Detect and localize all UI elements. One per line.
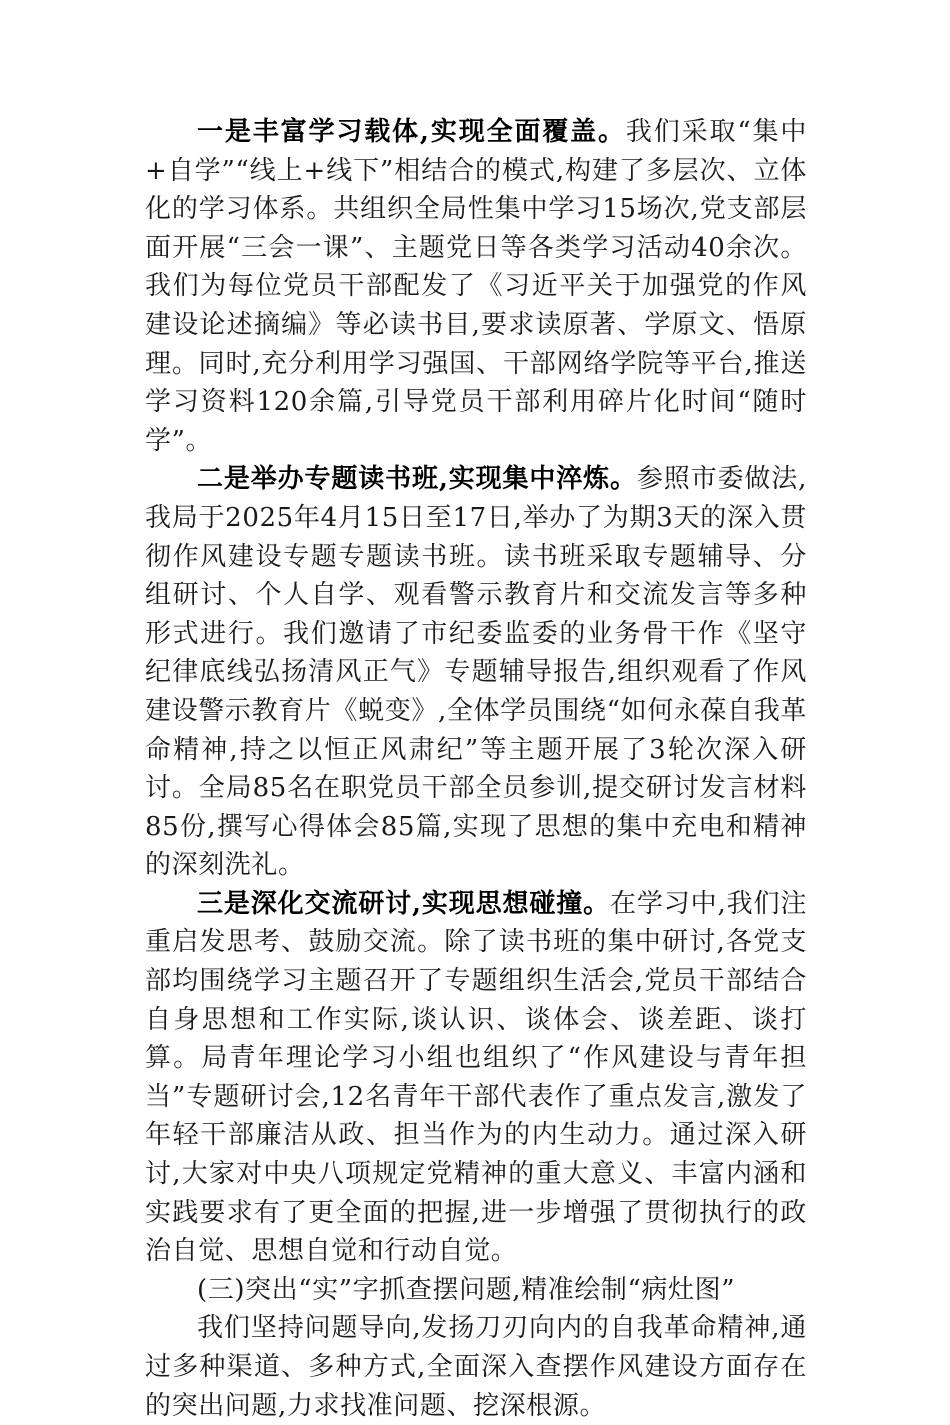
- document-body: [145, 113, 807, 1425]
- paragraph-text: 我们采取“集中+自学”“线上+线下”相结合的模式,构建了多层次、立体化的学习体系。共组织全局性集中学习15场次,党支部层面开展“三会一课”、主题党日等各类学习活动40余次。我们为每位党员干部配发了《习近平关于加强党的作风建设论述摘编》等必读书目,要求读原著、学原文、悟原理。同时,充分利用学习强国、干部网络学院等平台,推送学习资料120余篇,引导党员干部利用碎片化时间“随时学”。: [145, 117, 807, 456]
- paragraph-reading-class: [145, 460, 807, 885]
- paragraph-problem-finding: 我们坚持问题导向,发扬刀刃向内的自我革命精神,通过多种渠道、多种方式,全面深入查摆作风建设方面存在的突出问题,力求找准问题、挖深根源。: [145, 1313, 807, 1421]
- section-heading: (三)突出“实”字抓查摆问题,精准绘制“病灶图”: [197, 1274, 736, 1305]
- paragraph-text: 参照市委做法,我局于2025年4月15日至17日,举办了为期3天的深入贯彻作风建设专题专题读书班。读书班采取专题辅导、分组研讨、个人自学、观看警示教育片和交流发言等多种形式进行。我们邀请了市纪委监委的业务骨干作《坚守纪律底线弘扬清风正气》专题辅导报告,组织观看了作风建设警示教育片《蜕变》,全体学员围绕“如何永葆自我革命精神,持之以恒正风肃纪”等主题开展了3轮次深入研讨。全局85名在职党员干部全员参训,提交研讨发言材料85份,撰写心得体会85篇,实现了思想的集中充电和精神的深刻洗礼。: [145, 464, 807, 881]
- paragraph-study-carriers: [145, 113, 807, 460]
- paragraph-exchange-discussion: [145, 885, 807, 1271]
- paragraph-lead: 一是丰富学习载体,实现全面覆盖。: [197, 117, 626, 147]
- paragraph-lead: 二是举办专题读书班,实现集中淬炼。: [197, 464, 637, 495]
- paragraph-lead: 三是深化交流研讨,实现思想碰撞。: [197, 888, 611, 919]
- paragraph-text: 在学习中,我们注重启发思考、鼓励交流。除了读书班的集中研讨,各党支部均围绕学习主题召开了专题组织生活会,党员干部结合自身思想和工作实际,谈认识、谈体会、谈差距、谈打算。局青年理论学习小组也组织了“作风建设与青年担当”专题研讨会,12名青年干部代表作了重点发言,激发了年轻干部廉洁从政、担当作为的内生动力。通过深入研讨,大家对中央八项规定党精神的重大意义、丰富内涵和实践要求有了更全面的把握,进一步增强了贯彻执行的政治自觉、思想自觉和行动自觉。: [145, 888, 807, 1267]
